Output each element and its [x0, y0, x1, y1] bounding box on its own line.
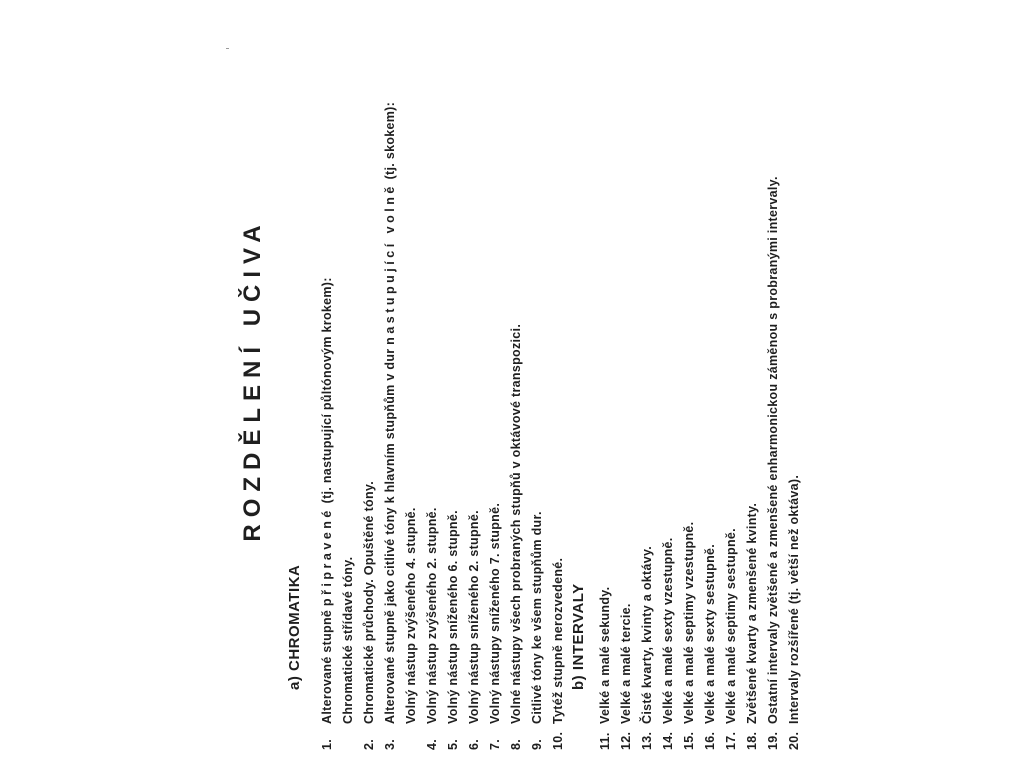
item-number: 12.	[619, 731, 633, 750]
list-item	[338, 102, 359, 750]
item-number: 20.	[787, 731, 801, 750]
item-number: 7.	[488, 738, 502, 750]
item-text: Citlivé tóny ke všem stupňům dur.	[530, 511, 544, 724]
item-text: Velké a malé septimy vzestupně.	[682, 521, 696, 724]
list-item	[506, 102, 527, 750]
item-number: 1.	[320, 738, 334, 750]
list-item	[359, 102, 380, 750]
item-number: 19.	[766, 731, 780, 750]
scan-speck	[226, 48, 229, 49]
list-item	[485, 102, 506, 750]
item-number: 11.	[598, 732, 612, 750]
item-text: Volný nástupy sníženého 7. stupně.	[488, 502, 502, 724]
item-text	[317, 277, 338, 724]
list-item	[637, 176, 658, 750]
item-text: Velké a malé sekundy.	[598, 586, 612, 724]
item-text: Chromatické průchody. Opuštěné tóny.	[362, 480, 376, 724]
item-number: 9.	[530, 738, 544, 750]
item-text: Čisté kvarty, kvinty a oktávy.	[640, 545, 654, 724]
item-text: Tytéž stupně nerozvedené.	[551, 557, 565, 724]
list-item	[742, 176, 763, 750]
page-content	[235, 10, 801, 750]
list-item	[401, 102, 422, 750]
item-text: Volný nástup sníženého 2. stupně.	[467, 510, 481, 724]
list-item	[763, 176, 784, 750]
list-item	[548, 102, 569, 750]
list-item	[443, 102, 464, 750]
item-number: 2.	[362, 738, 376, 750]
section-heading-intervaly: b) INTERVALY	[570, 583, 587, 690]
item-text: Chromatické střídavé tóny.	[341, 556, 355, 724]
item-number: 14.	[661, 731, 675, 750]
item-text-pre: Alterované stupně	[320, 606, 334, 724]
item-text	[380, 102, 401, 724]
item-text: Velké a malé sexty sestupně.	[703, 543, 717, 724]
item-text: Velké a malé septimy sestupně.	[724, 528, 738, 724]
list-item	[700, 176, 721, 750]
list-item	[616, 176, 637, 750]
list-item	[380, 102, 401, 750]
chromatika-list	[317, 102, 569, 750]
item-text-emphasis: nastupující volně	[383, 183, 397, 345]
list-item	[527, 102, 548, 750]
page-title: ROZDĚLENÍ UČIVA	[239, 218, 266, 542]
item-text: Ostatní intervaly zvětšené a zmenšené enharmonickou záměnou s probranými intervaly.	[766, 176, 780, 724]
item-text-post: (tj. nastupující půltónovým krokem):	[320, 277, 334, 508]
list-item	[784, 176, 805, 750]
list-item	[317, 102, 338, 750]
item-text: Velké a malé tercie.	[619, 603, 633, 724]
list-item	[679, 176, 700, 750]
list-item	[422, 102, 443, 750]
item-text: Intervaly rozšířené (tj. větší než oktáva).	[787, 474, 801, 724]
item-text: Zvětšené kvarty a zmenšené kvinty.	[745, 502, 759, 724]
item-number: 18.	[745, 731, 759, 750]
section-heading-chromatika: a) CHROMATIKA	[286, 564, 303, 690]
list-item	[595, 176, 616, 750]
item-text-emphasis: připravené	[320, 507, 334, 607]
item-text: Volný nástup sníženého 6. stupně.	[446, 510, 460, 724]
item-text-pre: Alterované stupně jako citlivé tóny k hlavním stupňům v dur	[383, 344, 397, 724]
item-number: 3.	[383, 738, 397, 750]
item-text: Volné nástupy všech probraných stupňů v oktávové transpozici.	[509, 323, 523, 724]
item-text: Velké a malé sexty vzestupně.	[661, 537, 675, 724]
item-number: 5.	[446, 738, 460, 750]
item-number: 4.	[425, 738, 439, 750]
item-number: 13.	[640, 731, 654, 750]
item-number: 17.	[724, 731, 738, 750]
intervaly-list	[595, 176, 805, 750]
item-text: Volný nástup zvýšeného 2. stupně.	[425, 507, 439, 724]
list-item	[464, 102, 485, 750]
item-text-post: (tj. skokem):	[383, 101, 397, 184]
item-number: 15.	[682, 731, 696, 750]
list-item	[721, 176, 742, 750]
item-text: Volný nástup zvýšeného 4. stupně.	[404, 507, 418, 724]
list-item	[658, 176, 679, 750]
item-number: 6.	[467, 738, 481, 750]
item-number: 10.	[551, 731, 565, 750]
item-number: 16.	[703, 731, 717, 750]
item-number: 8.	[509, 738, 523, 750]
